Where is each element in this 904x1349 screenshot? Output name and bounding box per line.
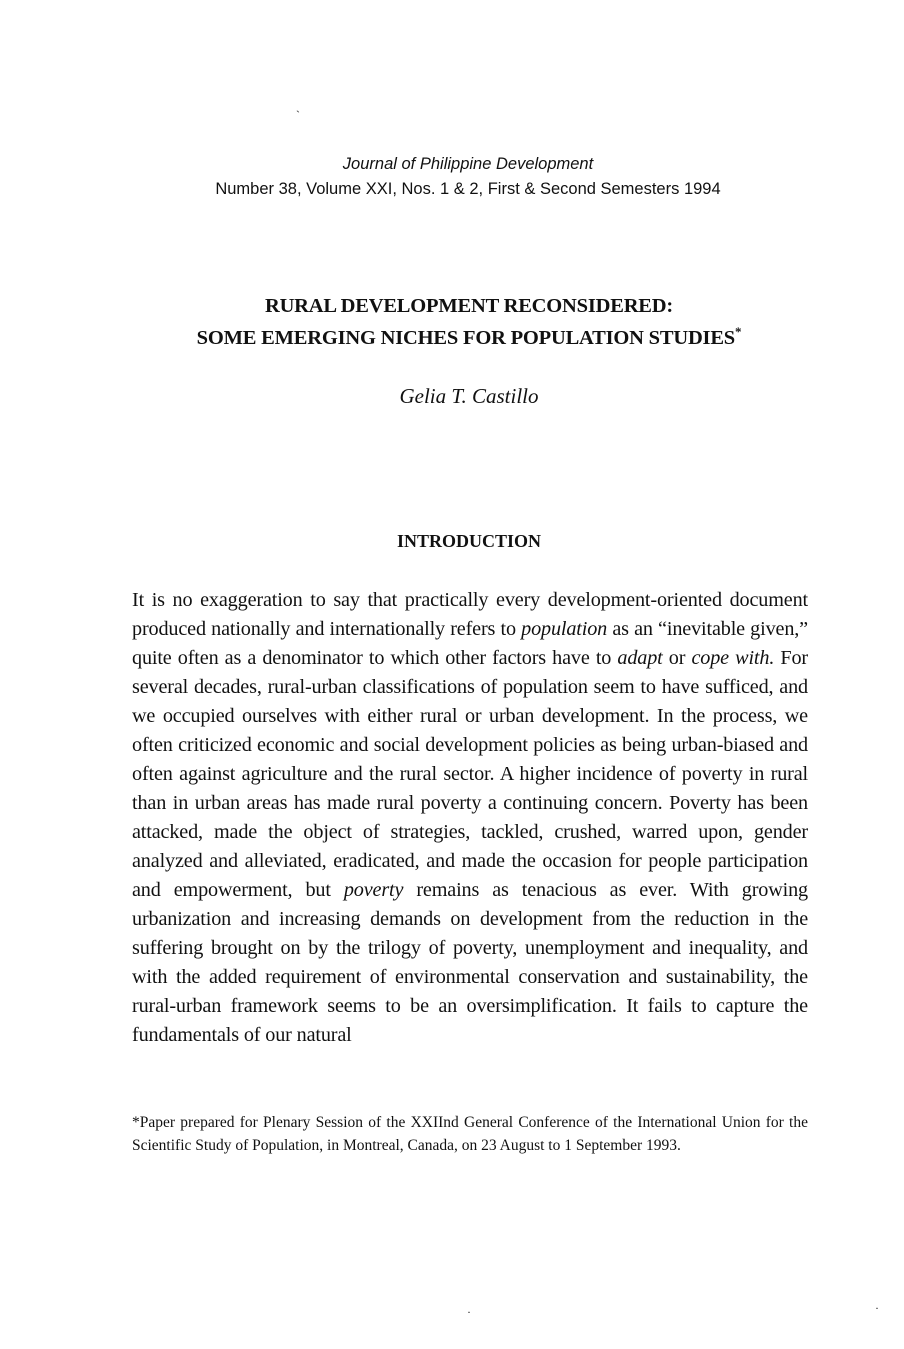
footnote: *Paper prepared for Plenary Session of the XXIInd General Conference of the International Union for the Scientific Study of Population, in Montreal, Canada, on 23 August to 1 September 1993. xyxy=(132,1114,808,1154)
emphasis-run: population xyxy=(521,618,608,640)
paragraph-text xyxy=(132,586,808,1050)
title-line-2-text: SOME EMERGING NICHES FOR POPULATION STUDIES xyxy=(196,327,736,349)
article-title xyxy=(0,290,904,354)
text-run: as an “inevitable given,” quite often as a denominator to which other factors have to xyxy=(132,618,808,669)
scan-speck: ˏ xyxy=(296,99,300,113)
text-run: remains as tenacious as ever. With growing urbanization and increasing demands on development from the reduction in the suffering brought on by the trilogy of poverty, unemployment and inequality, and with the added requirement of environmental conservation and sustainability, the rural-urban framework seems to be an oversimplification. It fails to capture the fundamentals of our natural xyxy=(132,879,808,1046)
scan-speck: · xyxy=(875,1301,879,1315)
text-run: It is no exaggeration to say that practically every development-oriented document produced nationally and internationally refers to xyxy=(132,589,808,640)
emphasis-run: adapt xyxy=(617,647,663,669)
title-line-2 xyxy=(0,322,904,354)
text-run: or xyxy=(662,647,692,669)
author-name: Gelia T. Castillo xyxy=(399,384,539,408)
journal-header xyxy=(0,152,904,202)
text-run: For several decades, rural-urban classifications of population seem to have sufficed, and we occupied ourselves with either rural or urban development. In the process, we often criticized economic and social development policies as being urban-biased and often against agriculture and the rural sector. A higher incidence of poverty in rural than in urban areas has made rural poverty a continuing concern. Poverty has been attacked, made the object of strategies, tackled, crushed, warred upon, gender analyzed and alleviated, eradicated, and made the occasion for people participation and empowerment, but xyxy=(132,647,808,901)
journal-issue-line: Number 38, Volume XXI, Nos. 1 & 2, First & Second Semesters 1994 xyxy=(215,180,721,198)
body-paragraph xyxy=(132,586,808,1050)
emphasis-run: cope with. xyxy=(691,647,775,669)
section-heading: INTRODUCTION xyxy=(396,531,542,551)
journal-name: Journal of Philippine Development xyxy=(342,155,594,173)
title-footnote-marker: * xyxy=(735,324,742,339)
scan-speck: · xyxy=(467,1305,471,1319)
emphasis-run: poverty xyxy=(343,879,404,901)
title-line-1: RURAL DEVELOPMENT RECONSIDERED: xyxy=(264,295,674,317)
